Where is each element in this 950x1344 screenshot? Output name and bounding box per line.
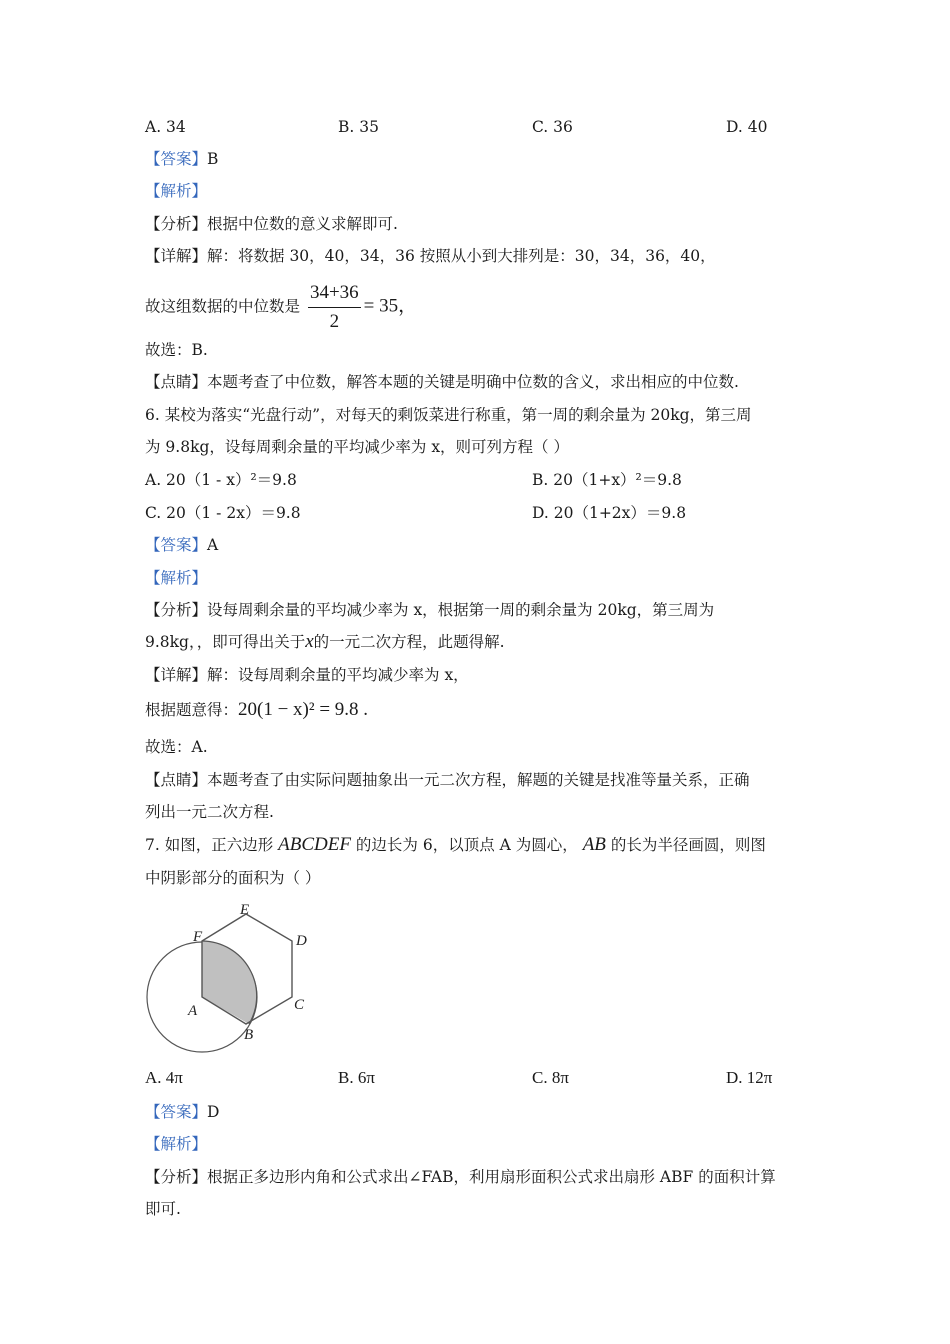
label-d: D <box>296 933 307 949</box>
answer-value: A <box>207 536 219 554</box>
xiangjie-text: 解：将数据 30，40，34，36 按照从小到大排列是：30，34，36，40， <box>207 247 716 265</box>
q7-stem-line1 <box>145 835 766 855</box>
hexagon-name: ABCDEF <box>278 834 351 855</box>
fenxi-text-a: 9.8kg，，即可得出关于 <box>145 633 306 651</box>
equation: 20(1 − x)² = 9.8 . <box>238 699 369 720</box>
label-a: A <box>188 1003 198 1019</box>
answer-tag: 【答案】 <box>145 150 208 168</box>
dianjing-text: 本题考查了中位数，解答本题的关键是明确中位数的含义，求出相应的中位数. <box>207 373 739 391</box>
label-f: F <box>193 929 203 945</box>
q6-stem-line1: 6. 某校为落实“光盘行动”，对每天的剩饭菜进行称重，第一周的剩余量为 20kg，第三周 <box>145 406 752 424</box>
q5-option-d: D. 40 <box>726 118 768 136</box>
fenxi-tag: 【分析】 <box>145 215 208 233</box>
q5-xiangjie-line <box>145 246 716 266</box>
q7-option-c: C. 8π <box>532 1068 569 1087</box>
q5-answer-line <box>145 149 218 169</box>
equation-prefix: 根据题意得： <box>145 701 239 719</box>
q6-choose: 故选：A. <box>145 738 208 756</box>
fraction-numerator: 34+36 <box>308 280 361 308</box>
q5-option-c: C. 36 <box>532 118 573 136</box>
q5-median-line <box>145 280 417 335</box>
answer-tag: 【答案】 <box>145 536 208 554</box>
fenxi-text: 设每周剩余量的平均减少率为 x，根据第一周的剩余量为 20kg，第三周为 <box>207 601 715 619</box>
segment-ab: AB <box>582 834 606 855</box>
fenxi-tag: 【分析】 <box>145 1168 208 1186</box>
stem-text-b: 的边长为 6，以顶点 A 为圆心， <box>355 836 578 854</box>
variable-x: x <box>305 631 314 652</box>
xiangjie-tag: 【详解】 <box>145 666 208 684</box>
q7-answer-line <box>145 1102 219 1122</box>
fenxi-text-b: 的一元二次方程，此题得解. <box>313 633 505 651</box>
shaded-sector <box>202 941 257 1024</box>
q6-option-c: C. 20（1 - 2x）＝9.8 <box>145 504 301 522</box>
q6-answer-line <box>145 535 218 555</box>
q7-fenxi-line1 <box>145 1167 776 1187</box>
q7-option-a: A. 4π <box>145 1068 183 1087</box>
q7-option-b: B. 6π <box>338 1068 375 1087</box>
q7-option-d: D. 12π <box>726 1068 773 1087</box>
answer-tag: 【答案】 <box>145 1103 208 1121</box>
q5-dianjing-line <box>145 372 739 392</box>
dianjing-tag: 【点睛】 <box>145 373 208 391</box>
median-prefix: 故这组数据的中位数是 <box>145 297 301 316</box>
q6-option-a: A. 20（1 - x）²＝9.8 <box>145 471 297 489</box>
median-fraction <box>308 280 361 335</box>
q5-option-a: A. 34 <box>145 118 186 136</box>
fraction-denominator: 2 <box>329 311 340 332</box>
hexagon-circle-figure <box>145 898 335 1058</box>
q5-choose: 故选：B. <box>145 341 208 359</box>
q5-fenxi-line <box>145 214 398 234</box>
q6-option-d: D. 20（1+2x）＝9.8 <box>532 504 687 522</box>
q7-fenxi-line2: 即可. <box>145 1200 181 1218</box>
answer-value: D <box>207 1103 220 1121</box>
q6-dianjing-line2: 列出一元二次方程. <box>145 803 274 821</box>
q7-stem-line2: 中阴影部分的面积为（ ） <box>145 869 321 887</box>
q6-option-b: B. 20（1+x）²＝9.8 <box>532 471 682 489</box>
xiangjie-tag: 【详解】 <box>145 247 208 265</box>
q5-option-b: B. 35 <box>338 118 379 136</box>
label-e: E <box>240 902 250 918</box>
analysis-tag: 【解析】 <box>145 1135 208 1153</box>
stem-text-a: 7. 如图，正六边形 <box>145 836 274 854</box>
q6-dianjing-line1 <box>145 770 750 790</box>
q6-equation-line <box>145 700 368 720</box>
analysis-tag: 【解析】 <box>145 569 208 587</box>
xiangjie-text: 解：设每周剩余量的平均减少率为 x， <box>207 666 469 684</box>
label-b: B <box>244 1027 254 1043</box>
analysis-tag: 【解析】 <box>145 182 208 200</box>
fenxi-tag: 【分析】 <box>145 601 208 619</box>
label-c: C <box>294 997 305 1013</box>
answer-value: B <box>207 150 219 168</box>
dianjing-tag: 【点睛】 <box>145 771 208 789</box>
q6-stem-line2: 为 9.8kg，设每周剩余量的平均减少率为 x，则可列方程（ ） <box>145 438 569 456</box>
fenxi-text: 根据中位数的意义求解即可. <box>207 215 398 233</box>
stem-text-c: 的长为半径画圆，则图 <box>610 836 766 854</box>
fenxi-text: 根据正多边形内角和公式求出∠FAB，利用扇形面积公式求出扇形 ABF 的面积计算 <box>207 1168 776 1186</box>
median-result: = 35， <box>363 295 418 317</box>
dianjing-text: 本题考查了由实际问题抽象出一元二次方程，解题的关键是找准等量关系，正确 <box>207 771 750 789</box>
q6-xiangjie-line <box>145 665 469 685</box>
q6-fenxi-line1 <box>145 600 714 620</box>
q6-fenxi-line2 <box>145 632 505 652</box>
